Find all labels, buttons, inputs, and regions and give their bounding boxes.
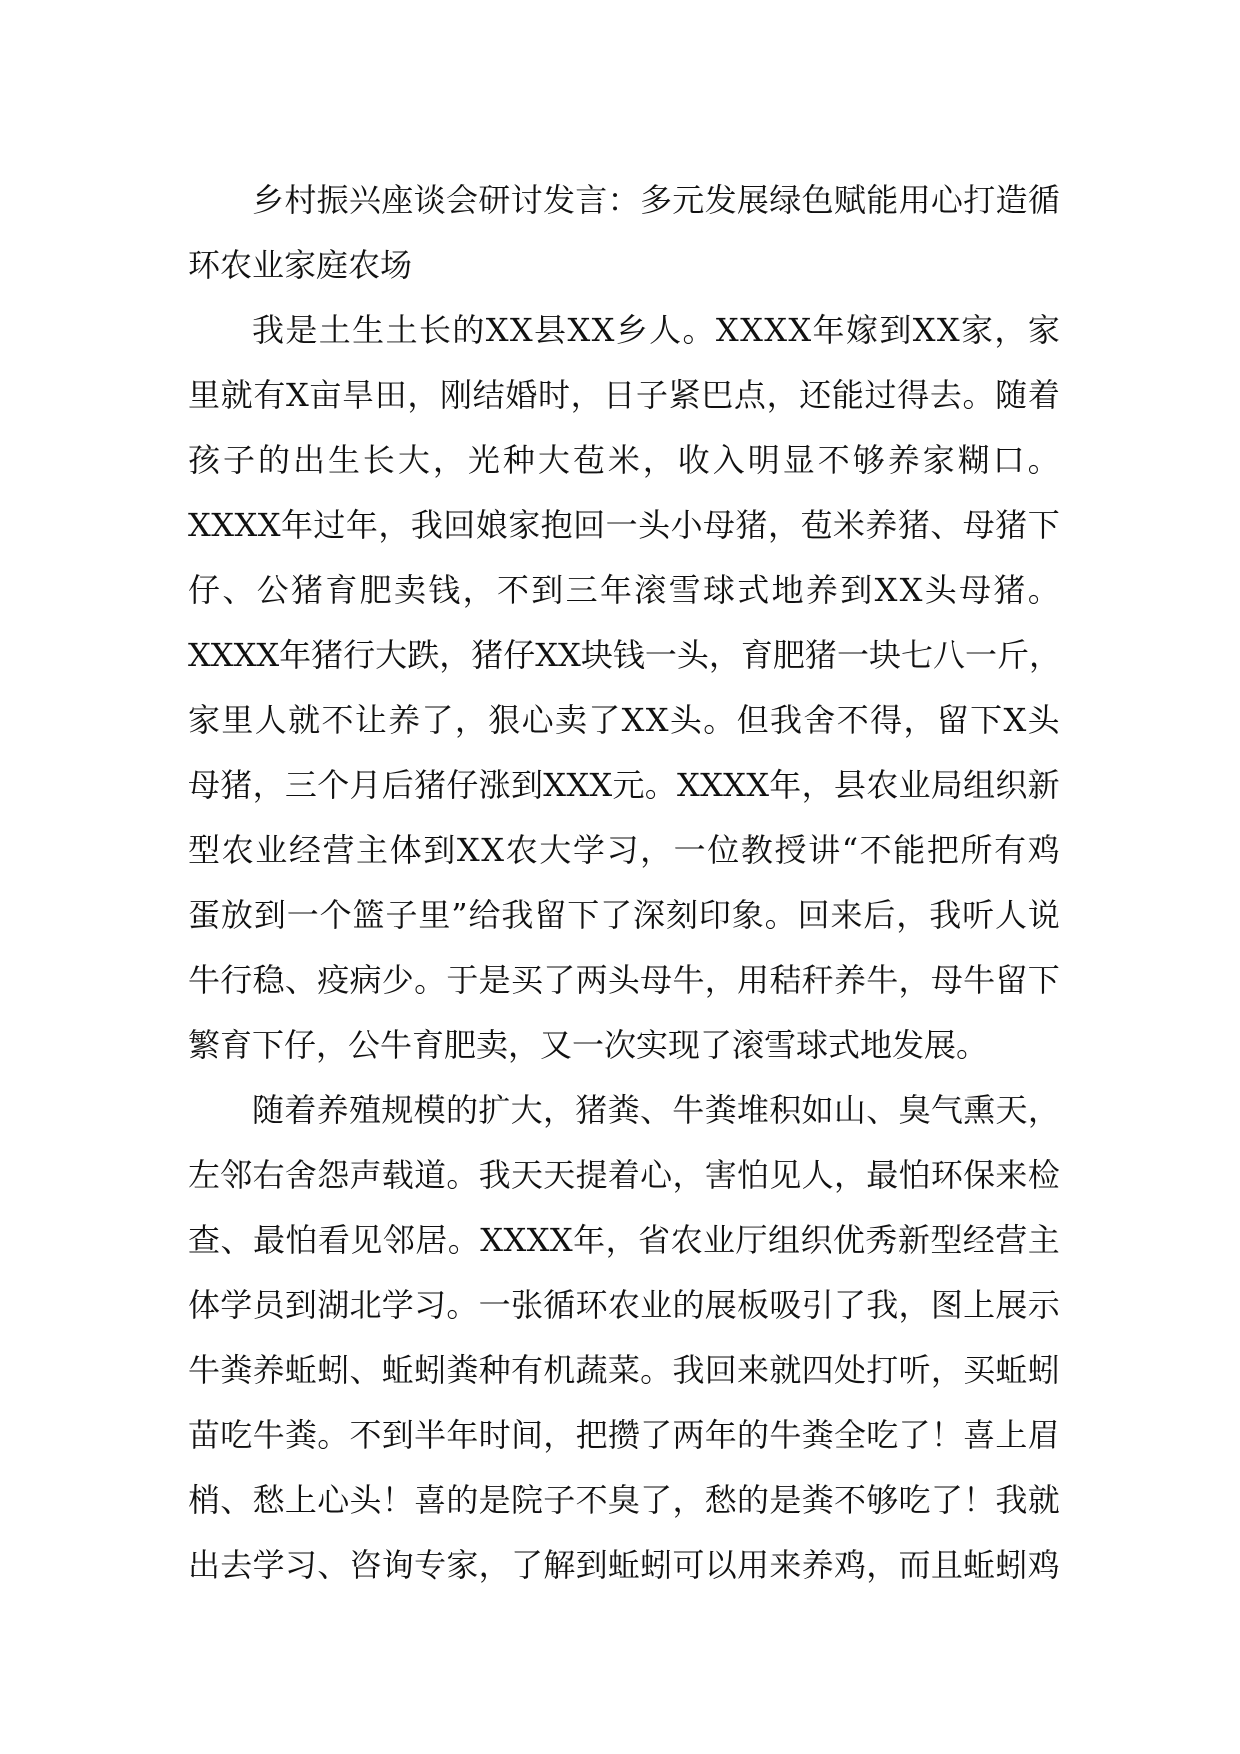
title-line-2: [188, 233, 1060, 298]
paragraph-line: 查 、 最 怕 看 见 邻 居 。 X X X X 年 ， 省 农 业 厅 组 织 优 秀 新 型 经 营 主: [188, 1221, 1060, 1259]
paragraph-line: 仔 、 公 猪 育 肥 卖 钱 ， 不 到 三 年 滚 雪 球 式 地 养 到 X X 头 母 猪 。: [188, 571, 1060, 609]
paragraph-line: 牛 行 稳 、 疫 病 少 。 于 是 买 了 两 头 母 牛 ， 用 秸 秆 养 牛 ， 母 牛 留 下: [188, 961, 1060, 999]
paragraph-line: 出 去 学 习 、 咨 询 专 家 ， 了 解 到 蚯 蚓 可 以 用 来 养 鸡 ， 而 且 蚯 蚓 鸡: [188, 1546, 1060, 1584]
paragraph-line: 孩 子 的 出 生 长 大 ， 光 种 大 苞 米 ， 收 入 明 显 不 够 养 家 糊 口 。: [188, 441, 1060, 479]
paragraph-line: 牛 粪 养 蚯 蚓 、 蚯 蚓 粪 种 有 机 蔬 菜 。 我 回 来 就 四 处 打 听 ， 买 蚯 蚓: [188, 1351, 1060, 1389]
paragraph-2: [188, 1078, 1060, 1598]
paragraph-text: 繁育下仔，公牛育肥卖，又一次实现了滚雪球式地发展。: [188, 1026, 989, 1064]
paragraph-line: 型 农 业 经 营 主 体 到 X X 农 大 学 习 ， 一 位 教 授 讲 “ 不 能 把 所 有 鸡: [188, 831, 1060, 869]
paragraph-line: 家 里 人 就 不 让 养 了 ， 狠 心 卖 了 X X 头 。 但 我 舍 不 得 ， 留 下 X 头: [188, 701, 1060, 739]
title-line-1: 乡 村 振 兴 座 谈 会 研 讨 发 言 ： 多 元 发 展 绿 色 赋 能 用 心 打 造 循: [252, 181, 1060, 219]
paragraph-line: 梢 、 愁 上 心 头 ！ 喜 的 是 院 子 不 臭 了 ， 愁 的 是 粪 不 够 吃 了 ！ 我 就: [188, 1481, 1060, 1519]
paragraph-line: 苗 吃 牛 粪 。 不 到 半 年 时 间 ， 把 攒 了 两 年 的 牛 粪 全 吃 了 ！ 喜 上 眉: [188, 1416, 1060, 1454]
paragraph-1: [188, 298, 1060, 1078]
paragraph-line: 随 着 养 殖 规 模 的 扩 大 ， 猪 粪 、 牛 粪 堆 积 如 山 、 臭 气 熏 天 ，: [252, 1091, 1060, 1129]
paragraph-line: 蛋 放 到 一 个 篮 子 里 ” 给 我 留 下 了 深 刻 印 象 。 回 来 后 ， 我 听 人 说: [188, 896, 1060, 934]
paragraph-line: 我 是 土 生 土 长 的 X X 县 X X 乡 人 。 X X X X 年 嫁 到 X X 家 ， 家: [252, 311, 1060, 349]
paragraph-line: 体 学 员 到 湖 北 学 习 。 一 张 循 环 农 业 的 展 板 吸 引 了 我 ， 图 上 展 示: [188, 1286, 1060, 1324]
paragraph-line: X X X X 年 过 年 ， 我 回 娘 家 抱 回 一 头 小 母 猪 ， 苞 米 养 猪 、 母 猪 下: [188, 506, 1060, 544]
paragraph-line: X X X X 年 猪 行 大 跌 ， 猪 仔 X X 块 钱 一 头 ， 育 肥 猪 一 块 七 八 一 斤 ，: [188, 636, 1062, 674]
paragraph-line: 左 邻 右 舍 怨 声 载 道 。 我 天 天 提 着 心 ， 害 怕 见 人 ， 最 怕 环 保 来 检: [188, 1156, 1060, 1194]
document-body: [188, 168, 1060, 1598]
paragraph-line: [188, 1013, 1060, 1078]
paragraph-line: 里 就 有 X 亩 旱 田 ， 刚 结 婚 时 ， 日 子 紧 巴 点 ， 还 能 过 得 去 。 随 着: [188, 376, 1060, 414]
title-text: 环农业家庭农场: [188, 246, 413, 284]
paragraph-line: 母 猪 ， 三 个 月 后 猪 仔 涨 到 X X X 元 。 X X X X 年 ， 县 农 业 局 组 织 新: [188, 766, 1060, 804]
